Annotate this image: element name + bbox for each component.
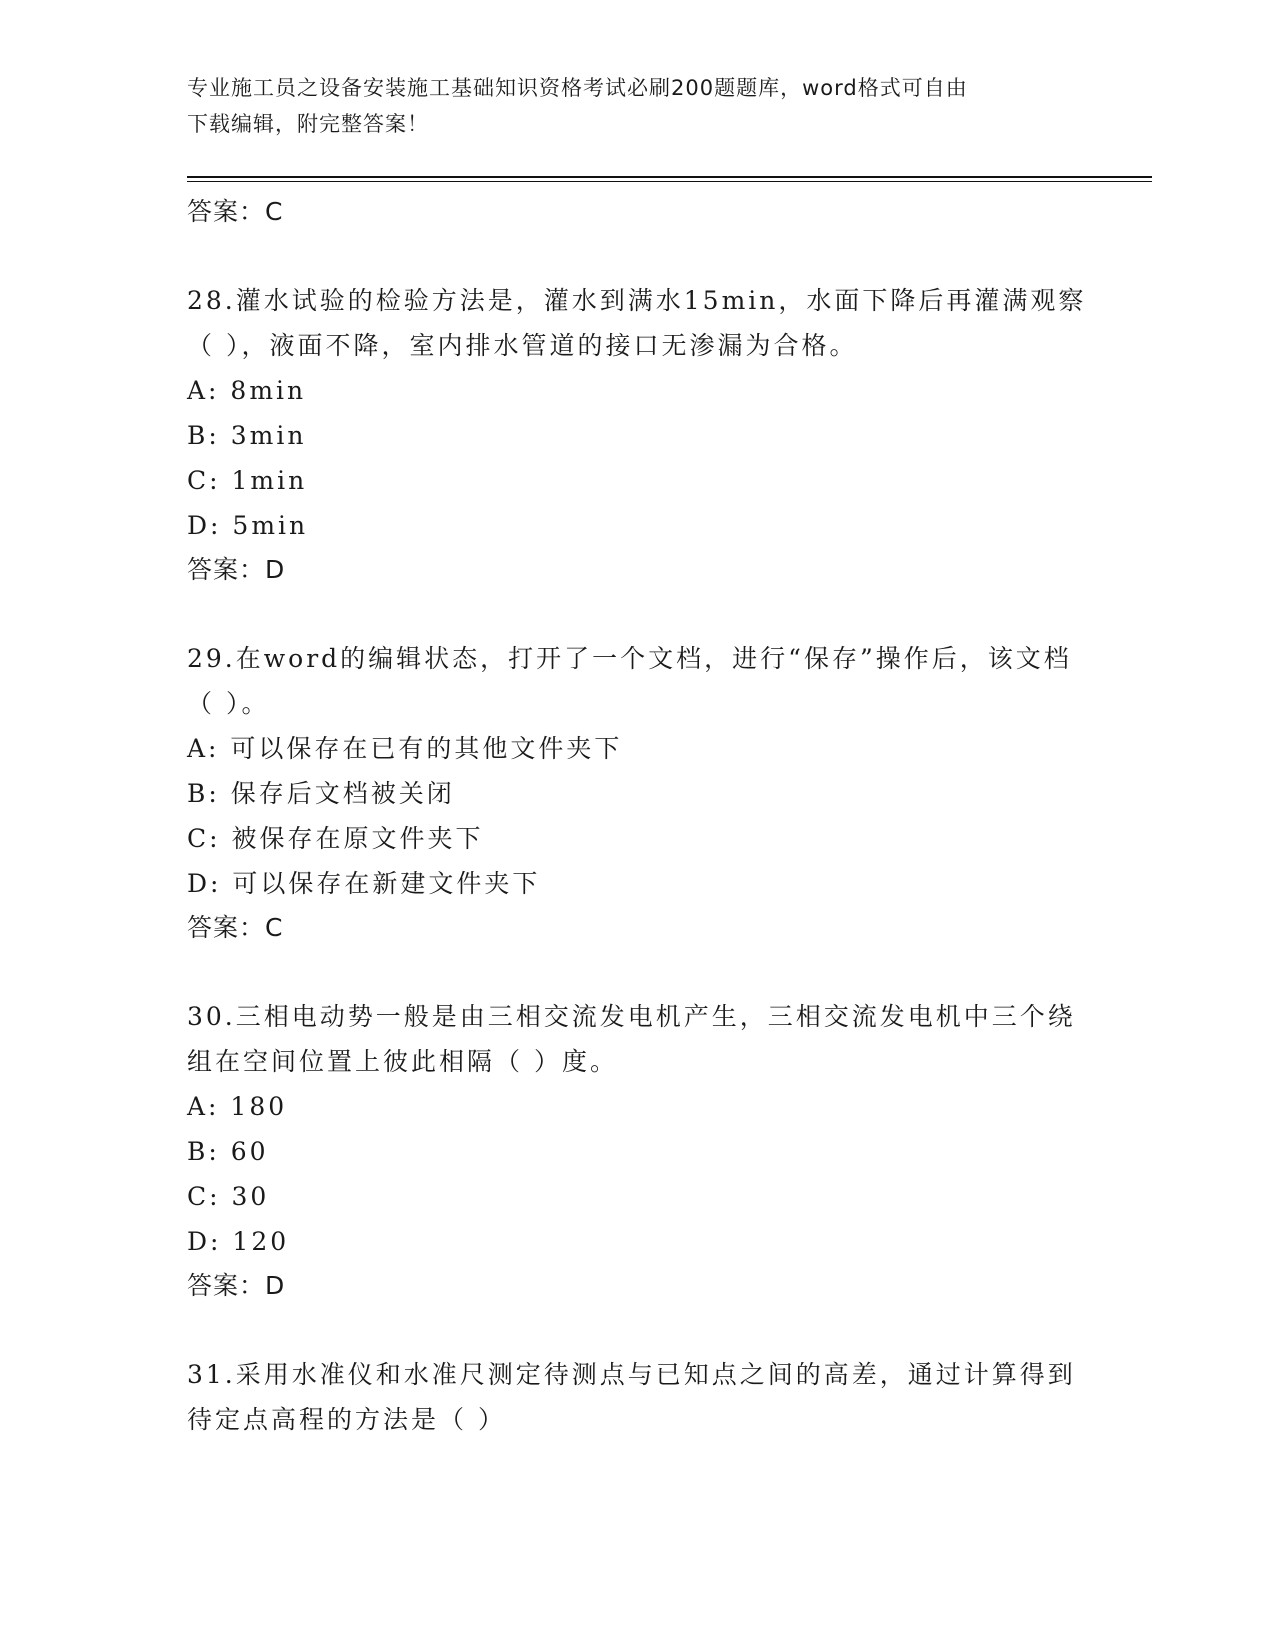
question-stem: 30.三相电动势一般是由三相交流发电机产生，三相交流发电机中三个绕组在空间位置上彼此相隔（ ）度。 [187, 1002, 1076, 1076]
option-b: B: 保存后文档被关闭 [187, 779, 455, 808]
option-b: B: 3min [187, 421, 307, 450]
header-line-1: 专业施工员之设备安装施工基础知识资格考试必刷200题题库，word格式可自由 [187, 76, 968, 100]
option-c: C: 1min [187, 466, 308, 495]
option-d: D: 5min [187, 511, 309, 540]
question-28 [187, 278, 1152, 592]
header-divider [187, 176, 1152, 182]
question-31 [187, 1352, 1152, 1442]
option-a: A: 可以保存在已有的其他文件夹下 [187, 734, 623, 763]
question-30 [187, 994, 1152, 1308]
question-stem: 28.灌水试验的检验方法是，灌水到满水15min，水面下降后再灌满观察（ ），液面不降，室内排水管道的接口无渗漏为合格。 [187, 286, 1087, 360]
document-page [187, 70, 1152, 1442]
option-c: C: 被保存在原文件夹下 [187, 824, 484, 853]
previous-answer: 答案：C [187, 197, 284, 226]
document-header [187, 70, 1067, 142]
option-c: C: 30 [187, 1182, 270, 1211]
question-answer: 答案：D [187, 1271, 286, 1300]
question-stem: 29.在word的编辑状态，打开了一个文档，进行“保存”操作后，该文档（ ）。 [187, 644, 1072, 718]
question-answer: 答案：D [187, 555, 286, 584]
option-d: D: 可以保存在新建文件夹下 [187, 869, 541, 898]
header-line-2: 下载编辑，附完整答案！ [187, 112, 429, 136]
question-stem: 31.采用水准仪和水准尺测定待测点与已知点之间的高差，通过计算得到待定点高程的方法是（ ） [187, 1360, 1076, 1434]
question-29 [187, 636, 1152, 950]
option-a: A: 180 [187, 1092, 288, 1121]
option-b: B: 60 [187, 1137, 269, 1166]
option-a: A: 8min [187, 376, 307, 405]
option-d: D: 120 [187, 1227, 290, 1256]
question-answer: 答案：C [187, 913, 284, 942]
